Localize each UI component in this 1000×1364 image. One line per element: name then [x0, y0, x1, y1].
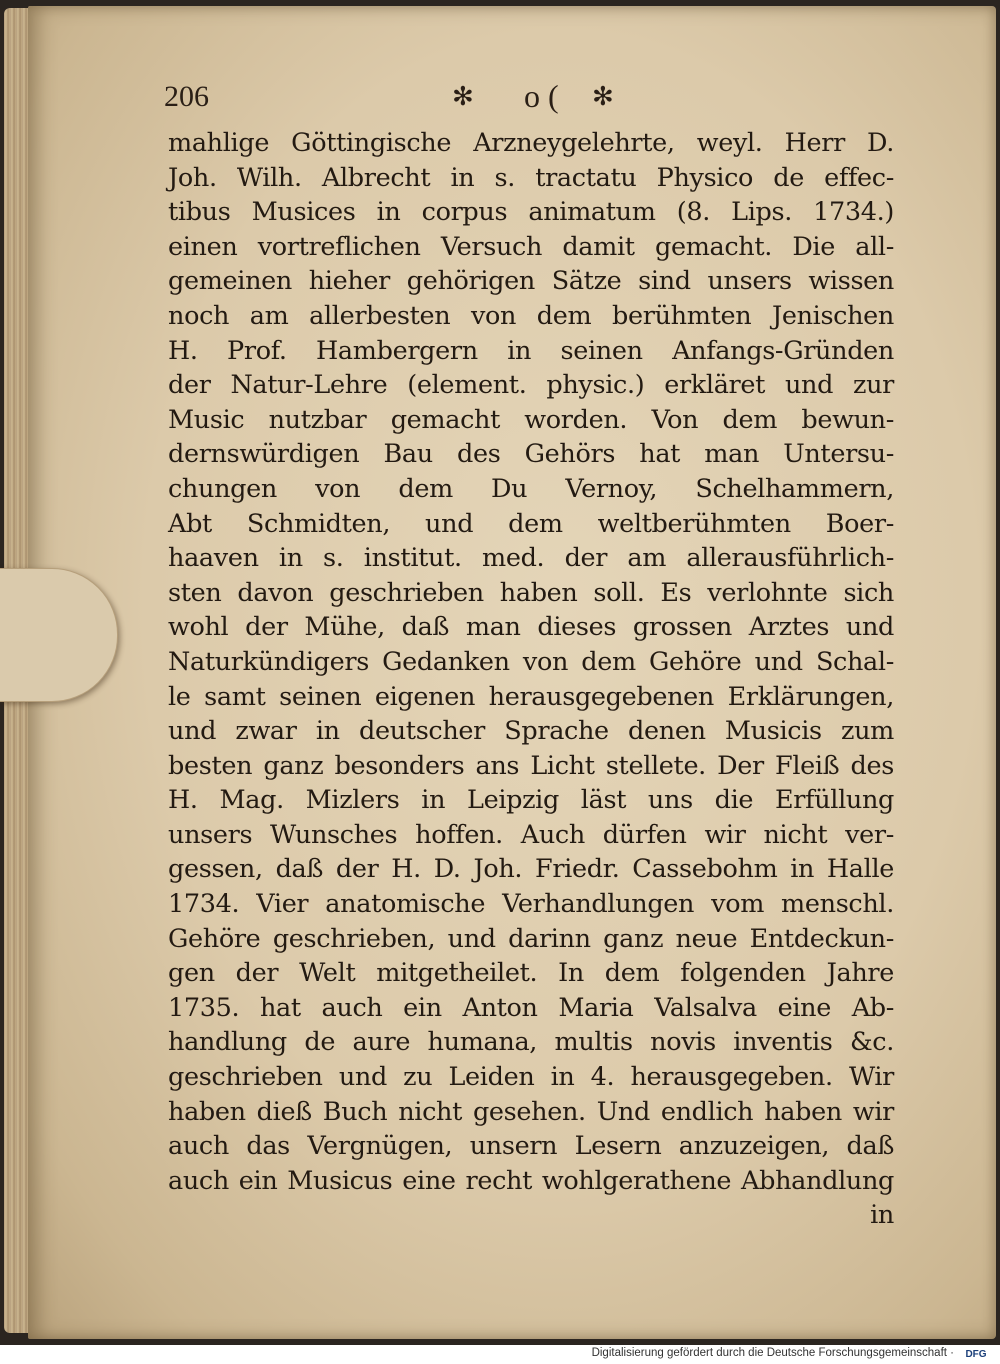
text-line: gessen, daß der H. D. Joh. Friedr. Cassebohm in Halle [168, 854, 894, 885]
text-line: auch das Vergnügen, unsern Lesern anzuzeigen, daß [168, 1131, 894, 1162]
text-line: H. Mag. Mizlers in Leipzig läst uns die Erfüllung [168, 785, 894, 816]
text-line: unsers Wunsches hoffen. Auch dürfen wir nicht ver- [168, 819, 894, 850]
bookmark-tab [0, 568, 118, 702]
body-text [168, 126, 894, 1233]
text-line: gemeinen hieher gehörigen Sätze sind unsers wissen [168, 266, 894, 297]
text-line: der Natur-Lehre (element. physic.) erkläret und zur [168, 370, 894, 401]
text-line: H. Prof. Hambergern in seinen Anfangs-Gründen [168, 335, 894, 366]
page-header [164, 80, 664, 128]
header-center-mark: o ( [524, 78, 559, 114]
text-line: 1735. hat auch ein Anton Maria Valsalva eine Ab- [168, 992, 894, 1023]
text-line: chungen von dem Du Vernoy, Schelhammern, [168, 473, 894, 504]
text-line: noch am allerbesten von dem berühmten Jenischen [168, 300, 894, 331]
funding-credit: Digitalisierung gefördert durch die Deutsche Forschungsgemeinschaft · [591, 1347, 954, 1359]
text-line: gen der Welt mitgetheilet. In dem folgenden Jahre [168, 958, 894, 989]
text-line: Music nutzbar gemacht worden. Von dem bewun- [168, 404, 894, 435]
text-line: mahlige Göttingische Arzneygelehrte, weyl. Herr D. [168, 128, 894, 158]
ornament-left-icon: ✻ [452, 82, 474, 112]
text-line: Naturkündigers Gedanken von dem Gehöre und Schal- [168, 646, 894, 677]
text-line: haben dieß Buch nicht gesehen. Und endlich haben wir [168, 1096, 894, 1127]
text-line: auch ein Musicus eine recht wohlgerathene Abhandlung [168, 1165, 894, 1196]
text-line: Abt Schmidten, und dem weltberühmten Boer- [168, 508, 894, 539]
text-line: 1734. Vier anatomische Verhandlungen vom menschl. [168, 889, 894, 920]
text-line: Gehöre geschrieben, und darinn ganz neue Entdeckun- [168, 923, 894, 954]
text-line: wohl der Mühe, daß man dieses grossen Arztes und [168, 612, 894, 643]
ornament-right-icon: ✻ [592, 82, 614, 112]
text-line: handlung de aure humana, multis novis inventis &c. [168, 1027, 894, 1058]
text-line: einen vortreflichen Versuch damit gemacht. Die all- [168, 231, 894, 262]
text-line: dernswürdigen Bau des Gehörs hat man Untersu- [168, 439, 894, 470]
text-line: geschrieben und zu Leiden in 4. herausgegeben. Wir [168, 1062, 894, 1093]
dfg-logo-icon: DFG [965, 1349, 987, 1360]
text-line: tibus Musices in corpus animatum (8. Lips. 1734.) [168, 197, 894, 228]
page-number: 206 [164, 80, 209, 113]
text-line: Joh. Wilh. Albrecht in s. tractatu Physico de effec- [168, 162, 894, 193]
text-line: sten davon geschrieben haben soll. Es verlohnte sich [168, 577, 894, 608]
footer-bar [0, 1345, 1000, 1364]
text-line: le samt seinen eigenen herausgegebenen Erklärungen, [168, 681, 894, 712]
text-line: und zwar in deutscher Sprache denen Musicis zum [168, 716, 894, 747]
text-line: haaven in s. institut. med. der am allerausführlich- [168, 543, 894, 574]
text-line: besten ganz besonders ans Licht stellete. Der Fleiß des [168, 750, 894, 781]
catchword: in [870, 1200, 894, 1231]
